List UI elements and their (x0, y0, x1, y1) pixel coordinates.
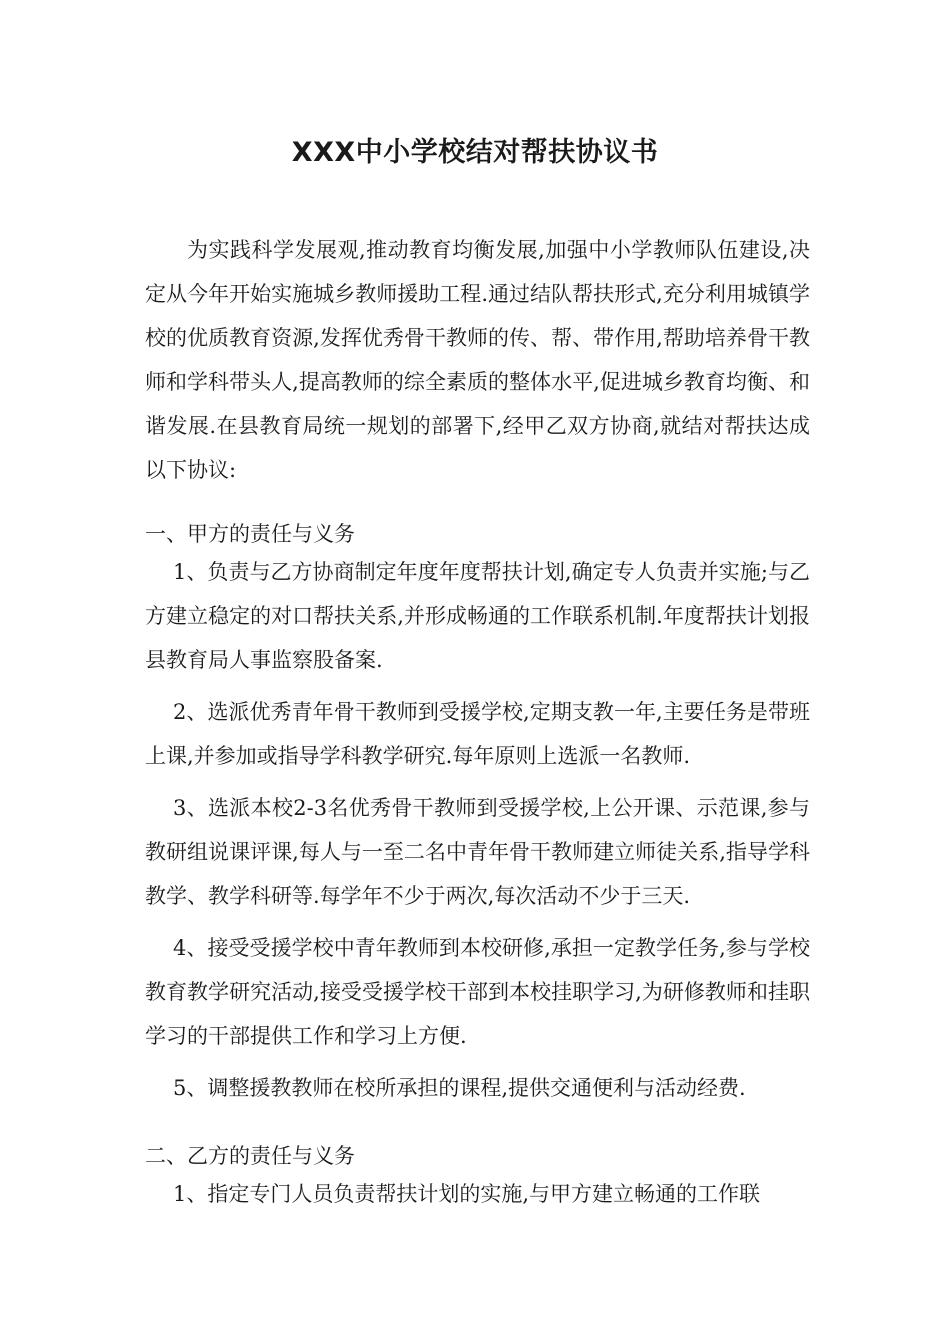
section-items-party-b (145, 1172, 810, 1216)
list-item: 5、调整援教教师在校所承担的课程,提供交通便利与活动经费. (173, 1076, 746, 1100)
section-heading-party-a: 一、甲方的责任与义务 (145, 522, 355, 546)
list-item: 2、选派优秀青年骨干教师到受援学校,定期支教一年,主要任务是带班上课,并参加或指导学科教学研究.每年原则上选派一名教师. (145, 700, 810, 768)
intro-paragraph: 为实践科学发展观,推动教育均衡发展,加强中小学教师队伍建设,决定从今年开始实施城乡教师援助工程.通过结队帮扶形式,充分利用城镇学校的优质教育资源,发挥优秀骨干教师的传、帮、带作用,帮助培养骨干教师和学科带头人,提高教师的综全素质的整体水平,促进城乡教育均衡、和谐发展.在县教育局统一规划的部署下,经甲乙双方协商,就结对帮扶达成以下协议: (145, 238, 810, 482)
section-items-party-a (145, 550, 810, 1110)
list-item: 1、指定专门人员负责帮扶计划的实施,与甲方建立畅通的工作联 (173, 1182, 761, 1206)
list-item: 4、接受受援学校中青年教师到本校研修,承担一定教学任务,参与学校教育教学研究活动,接受受援学校干部到本校挂职学习,为研修教师和挂职学习的干部提供工作和学习上方便. (145, 936, 810, 1048)
list-item: 1、负责与乙方协商制定年度年度帮扶计划,确定专人负责并实施;与乙方建立稳定的对口帮扶关系,并形成畅通的工作联系机制.年度帮扶计划报县教育局人事监察股备案. (145, 560, 810, 672)
document-title: XXX中小学校结对帮扶协议书 (291, 137, 659, 168)
list-item: 3、选派本校2-3名优秀骨干教师到受援学校,上公开课、示范课,参与教研组说课评课,每人与一至二名中青年骨干教师建立师徒关系,指导学科教学、教学科研等.每学年不少于两次,每次活动不少于三天. (145, 796, 810, 908)
section-heading-party-b: 二、乙方的责任与义务 (145, 1144, 355, 1168)
